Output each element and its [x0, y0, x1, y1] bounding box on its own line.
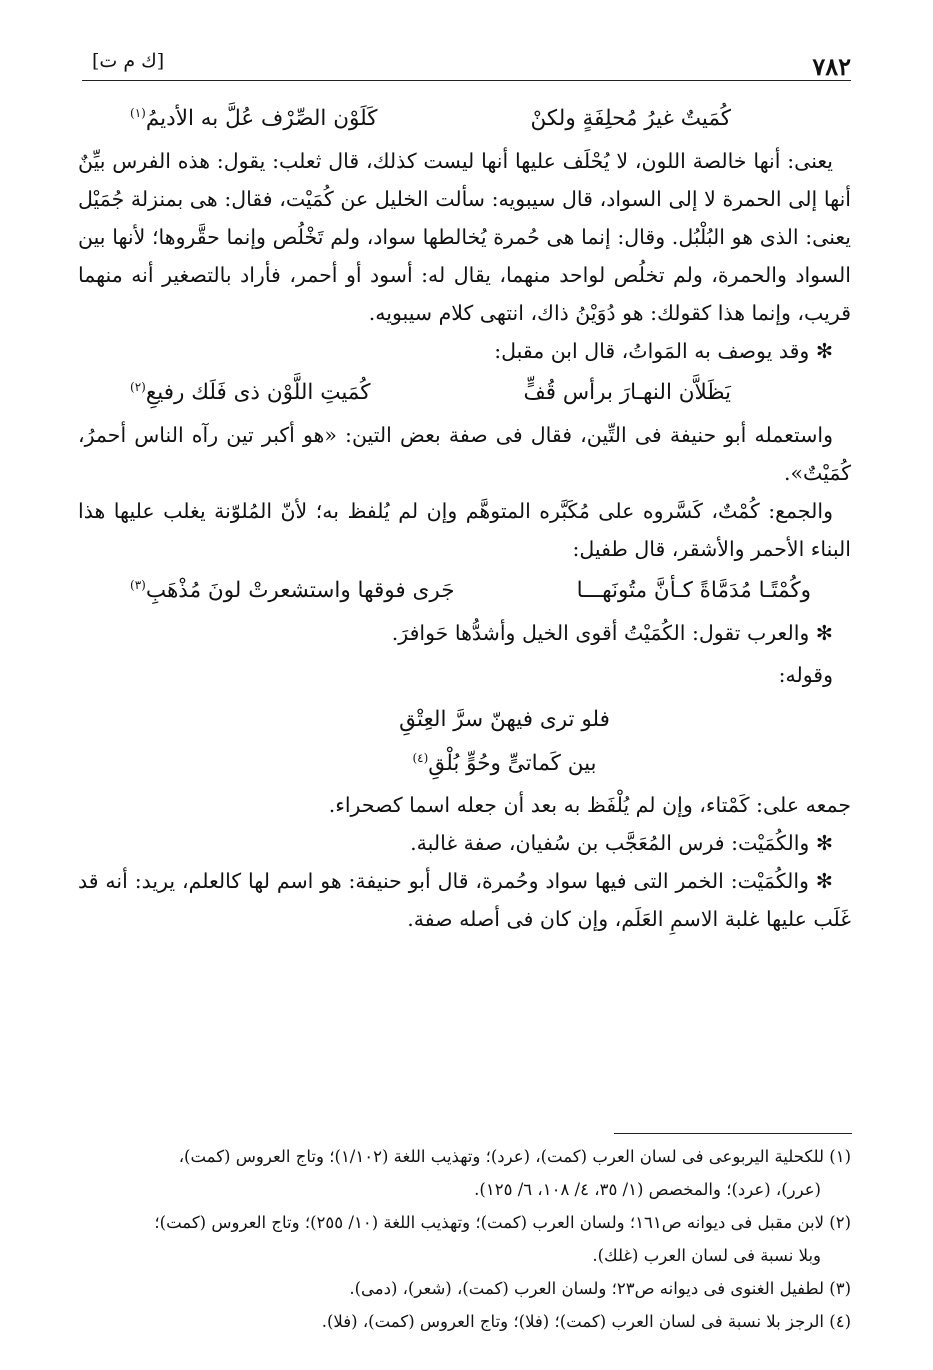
paragraph-2: ✻ وقد يوصف به المَواتُ، قال ابن مقبل:: [494, 339, 833, 363]
footnote-2: (٢) لابن مقبل فى ديوانه ص١٦١؛ ولسان العرب (كمت)؛ وتهذيب اللغة (١٠/ ٢٥٥)؛ وتاج العروس (كمت)؛: [154, 1213, 851, 1232]
paragraph-4: والجمع: كُمْتٌ، كَسَّروه على مُكَبَّره المتوهَّم وإن لم يُلفظ به؛ لأنّ المُلوّنة يغلب عليها هذا البناء الأحمر والأشقر، قال طفيل:: [78, 499, 851, 561]
footnote-ref-2: (٢): [130, 379, 146, 394]
verse-2: [78, 370, 851, 416]
footnote-3: (٣) لطفيل الغنوى فى ديوانه ص٢٣؛ ولسان العرب (كمت)، (شعر)، (دمى).: [349, 1279, 851, 1298]
paragraph-7: جمعه على: كَمْتاء، وإن لم يُلْفَظ به بعد أن جعله اسما كصحراء.: [328, 793, 851, 817]
paragraph-6: وقوله:: [778, 663, 833, 687]
footnote-1: (١) للكحلية اليربوعى فى لسان العرب (كمت)، (عرد)؛ وتهذيب اللغة (١/١٠٢)؛ وتاج العروس (كمت)،: [178, 1147, 851, 1166]
verse-2-first-hemistich: يَظَلاَّن النهـارَ برأس قُفٍّ: [523, 380, 731, 405]
paragraph-1: يعنى: أنها خالصة اللون، لا يُحْلَف عليها أنها ليست كذلك، قال ثعلب: يقول: هذه الفرس بيِّنٌ أنها إلى الحمرة لا إلى السواد، قال سيبويه: سألت الخليل عن كُمَيْت، فقال: هى بمنزلة جُمَيْل يعنى: الذى هو البُلْبُل. وقال: إنما هى حُمرة يُخالطها سواد، ولم تَخْلُص وإنما حقَّروها؛ لأنها بين السواد والحمرة، ولم تخلُص لواحد منهما، يقال له: أسود أو أحمر، فأراد بالتصغير أنه منهما قريب، وإنما هذا كقولك: هو دُوَيْنُ ذاك، انتهى كلام سيبويه.: [78, 149, 851, 325]
page-header: [82, 44, 851, 81]
paragraph-3: واستعمله أبو حنيفة فى التِّين، فقال فى صفة بعض التين: «هو أكبر تين رآه الناس أحمرُ، كُمَيْتٌ».: [78, 423, 851, 485]
footnotes: [78, 1140, 851, 1338]
paragraph-9: ✻ والكُمَيْت: الخمر التى فيها سواد وحُمرة، قال أبو حنيفة: هو اسم لها كالعلم، يريد: أنه قد غَلَب عليها غلبة الاسمِ العَلَم، وإن كان فى أصله صفة.: [78, 869, 851, 931]
running-title: [ك م ت]: [92, 50, 165, 72]
verse-4: [78, 698, 851, 786]
verse-1-first-hemistich: كُمَيتٌ غيرُ مُحلِفَةٍ ولكنْ: [530, 106, 731, 131]
verse-1: [78, 96, 851, 142]
footnote-4: (٤) الرجز بلا نسبة فى لسان العرب (كمت)؛ (فلا)؛ وتاج العروس (كمت)، (فلا).: [321, 1312, 851, 1331]
verse-3-second-hemistich: جَرى فوقها واستشعرتْ لونَ مُذْهَبِ$^{(٣)}$: [130, 577, 455, 603]
footnote-ref-3: (٣): [130, 577, 146, 592]
footnote-ref-1: (١): [130, 105, 146, 120]
paragraph-5: ✻ والعرب تقول: الكُمَيْتُ أقوى الخيل وأشدُّها حَوافرَ.: [391, 621, 833, 645]
verse-4-line-2: بين كَماتىٍّ وحُوٍّ بُلْقِ$^{(٤)}$: [412, 750, 597, 776]
paragraph-8: ✻ والكُمَيْت: فرس المُعَجَّب بن سُفيان، صفة غالبة.: [410, 831, 833, 855]
footnote-ref-4: (٤): [412, 750, 429, 765]
verse-1-second-hemistich: كَلَوْن الصِّرْف عُلَّ به الأديمُ$^{(١)}$: [130, 105, 378, 131]
verse-4-line-1: فلو ترى فيهنّ سرَّ العِتْقِ: [399, 707, 610, 732]
verse-3-first-hemistich: وكُمْتًـا مُدَمَّاةً كـأنَّ متُونَهـــا: [576, 578, 811, 603]
footnote-divider: [614, 1133, 852, 1134]
footnote-2-continuation: وبلا نسبة فى لسان العرب (غلك).: [592, 1246, 821, 1265]
page-number: ٧٨٢: [812, 52, 851, 81]
verse-2-second-hemistich: كُمَيتِ اللَّوْن ذى فَلَك رفيعِ$^{(٢)}$: [130, 379, 371, 405]
main-text: [78, 96, 851, 938]
verse-3: [78, 568, 851, 614]
footnote-1-continuation: (عرر)، (عرد)؛ والمخصص (١/ ٣٥، ٤/ ١٠٨، ٦/ ١٢٥).: [474, 1180, 821, 1199]
